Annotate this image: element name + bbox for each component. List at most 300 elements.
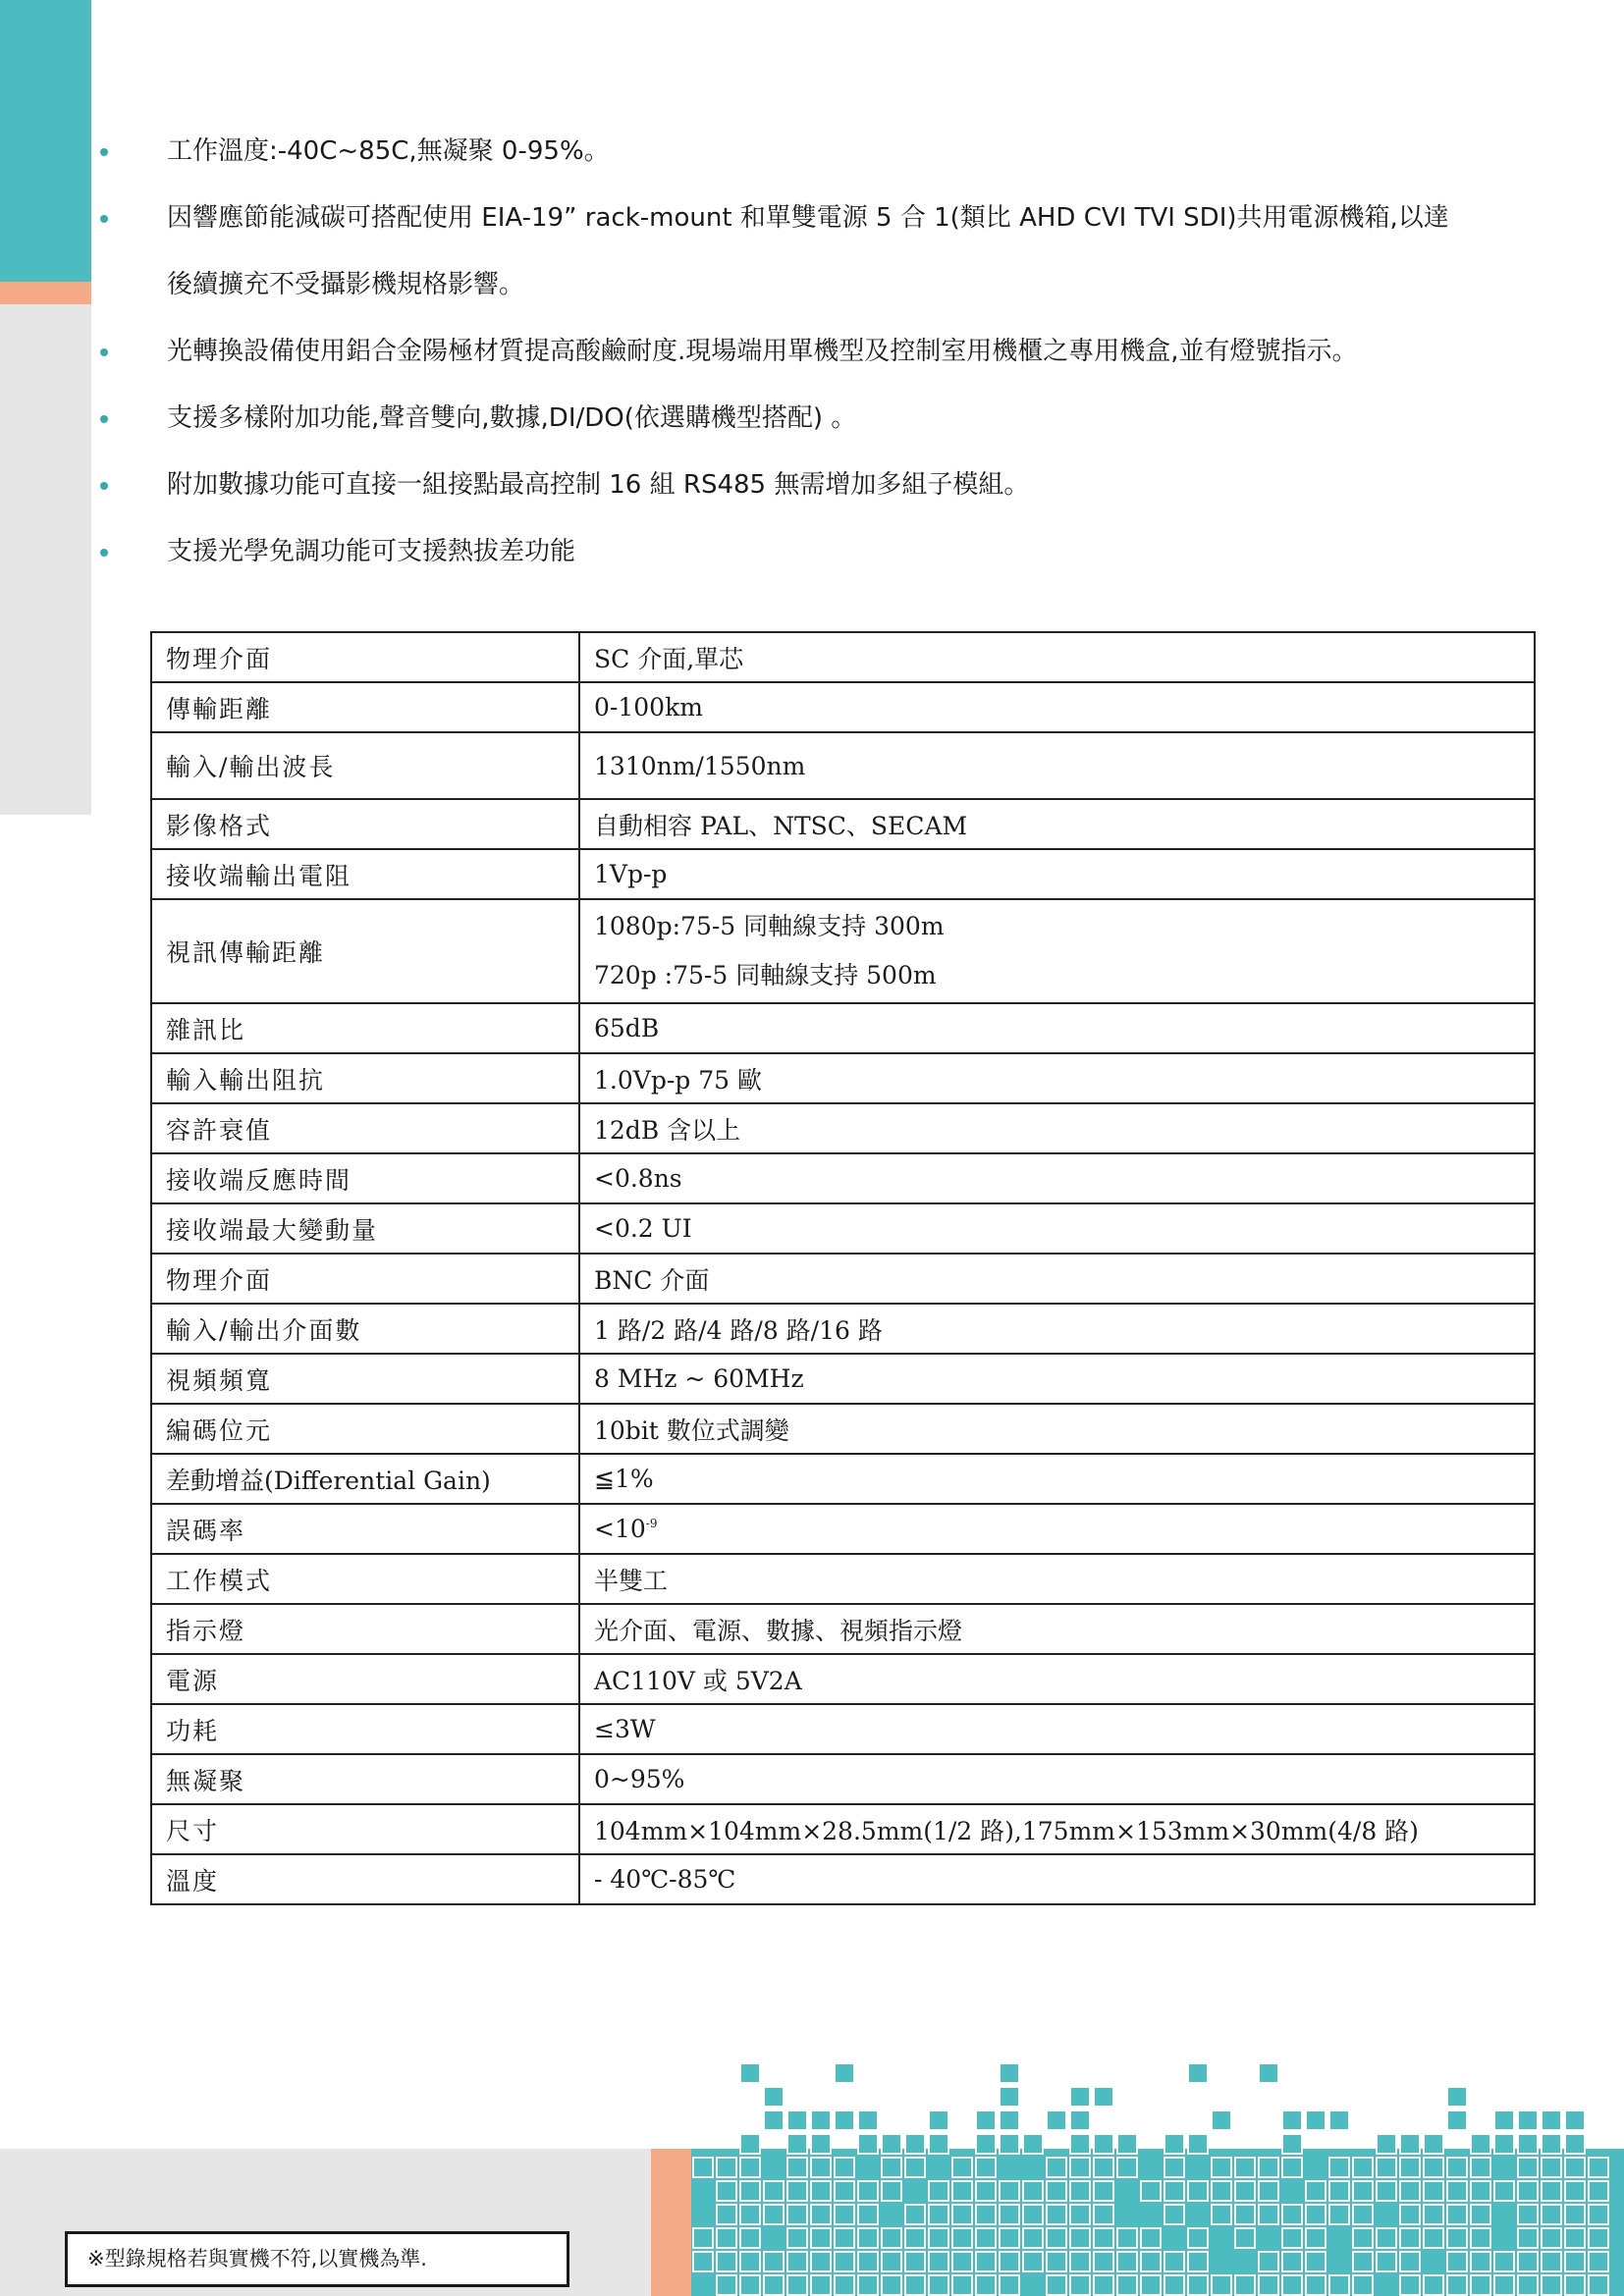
pixel-square bbox=[929, 2275, 948, 2295]
pixel-square bbox=[1188, 2134, 1208, 2154]
pixel-square bbox=[1542, 2134, 1561, 2154]
pixel-square bbox=[1542, 2228, 1561, 2248]
pixel-square bbox=[1141, 2275, 1161, 2295]
pixel-square bbox=[1494, 2252, 1514, 2271]
pixel-square bbox=[1494, 2110, 1514, 2130]
pixel-square bbox=[1377, 2252, 1396, 2271]
pixel-square bbox=[717, 2252, 736, 2271]
pixel-square bbox=[1000, 2275, 1019, 2295]
pixel-square bbox=[976, 2134, 996, 2154]
pixel-square bbox=[1353, 2158, 1373, 2177]
pixel-square bbox=[1235, 2228, 1255, 2248]
pixel-square bbox=[1070, 2181, 1090, 2201]
pixel-square bbox=[858, 2181, 878, 2201]
pixel-square bbox=[1565, 2275, 1585, 2295]
pixel-square bbox=[1047, 2158, 1066, 2177]
spec-value bbox=[579, 1504, 1535, 1554]
pixel-square bbox=[1094, 2228, 1113, 2248]
pixel-square bbox=[858, 2275, 878, 2295]
pixel-square bbox=[693, 2228, 713, 2248]
bullet-icon bbox=[100, 148, 108, 156]
table-row bbox=[151, 1153, 1535, 1203]
pixel-square bbox=[1329, 2158, 1349, 2177]
pixel-square bbox=[1094, 2158, 1113, 2177]
pixel-square bbox=[952, 2205, 972, 2224]
feature-list bbox=[96, 118, 1530, 585]
pixel-square bbox=[764, 2181, 784, 2201]
pixel-square bbox=[1329, 2181, 1349, 2201]
pixel-square bbox=[976, 2275, 996, 2295]
pixel-square bbox=[1094, 2087, 1113, 2107]
pixel-square bbox=[1259, 2205, 1278, 2224]
pixel-square bbox=[1164, 2181, 1184, 2201]
pixel-square bbox=[1306, 2110, 1326, 2130]
spec-key: 接收端輸出電阻 bbox=[151, 849, 579, 899]
pixel-square bbox=[1542, 2181, 1561, 2201]
pixel-square bbox=[787, 2205, 807, 2224]
spec-value-exponent: -9 bbox=[645, 1517, 658, 1530]
list-item: 支援多樣附加功能,聲音雙向,數據,DI/DO(依選購機型搭配) 。 bbox=[96, 385, 1530, 452]
pixel-square bbox=[1188, 2063, 1208, 2083]
pixel-square bbox=[811, 2158, 831, 2177]
pixel-square bbox=[1306, 2252, 1326, 2271]
pixel-square bbox=[717, 2181, 736, 2201]
pixel-square bbox=[1164, 2205, 1184, 2224]
pixel-square bbox=[1377, 2134, 1396, 2154]
list-item: 支援光學免調功能可支援熱拔差功能 bbox=[96, 518, 1530, 585]
pixel-square bbox=[1164, 2252, 1184, 2271]
pixel-square bbox=[858, 2252, 878, 2271]
pixel-square bbox=[858, 2110, 878, 2130]
pixel-square bbox=[1400, 2252, 1420, 2271]
pixel-square bbox=[787, 2134, 807, 2154]
pixel-square bbox=[1542, 2275, 1561, 2295]
table-row bbox=[151, 1254, 1535, 1304]
pixel-square bbox=[1094, 2275, 1113, 2295]
pixel-square bbox=[1518, 2110, 1538, 2130]
pixel-square bbox=[1282, 2252, 1302, 2271]
pixel-square bbox=[905, 2228, 925, 2248]
pixel-square bbox=[1353, 2205, 1373, 2224]
pixel-square bbox=[1329, 2275, 1349, 2295]
pixel-square bbox=[717, 2205, 736, 2224]
pixel-square bbox=[1188, 2252, 1208, 2271]
pixel-square bbox=[1000, 2252, 1019, 2271]
spec-table bbox=[150, 631, 1536, 1905]
pixel-square bbox=[811, 2275, 831, 2295]
pixel-square bbox=[1518, 2158, 1538, 2177]
spec-value: 12dB 含以上 bbox=[579, 1103, 1535, 1153]
pixel-square bbox=[1542, 2205, 1561, 2224]
table-row bbox=[151, 899, 1535, 1003]
spec-key: 物理介面 bbox=[151, 632, 579, 682]
pixel-square bbox=[1000, 2134, 1019, 2154]
pixel-square bbox=[1070, 2087, 1090, 2107]
pixel-square bbox=[740, 2275, 760, 2295]
pixel-square bbox=[1117, 2228, 1137, 2248]
bullet-icon bbox=[100, 482, 108, 490]
table-row bbox=[151, 1504, 1535, 1554]
spec-value: BNC 介面 bbox=[579, 1254, 1535, 1304]
pixel-square bbox=[882, 2181, 901, 2201]
pixel-square bbox=[1329, 2110, 1349, 2130]
spec-value-line: 1080p:75-5 同軸線支持 300m bbox=[594, 912, 945, 940]
spec-value: ≤3W bbox=[579, 1704, 1535, 1754]
pixel-square bbox=[1353, 2252, 1373, 2271]
pixel-square bbox=[1047, 2110, 1066, 2130]
pixel-square bbox=[1259, 2252, 1278, 2271]
spec-key: 輸入/輸出波長 bbox=[151, 732, 579, 799]
pixel-square bbox=[1070, 2205, 1090, 2224]
spec-value: SC 介面,單芯 bbox=[579, 632, 1535, 682]
pixel-square bbox=[1000, 2110, 1019, 2130]
pixel-square bbox=[740, 2228, 760, 2248]
pixel-square bbox=[1447, 2275, 1467, 2295]
pixel-square bbox=[1518, 2181, 1538, 2201]
pixel-square bbox=[811, 2205, 831, 2224]
spec-key: 尺寸 bbox=[151, 1804, 579, 1854]
pixel-square bbox=[1306, 2205, 1326, 2224]
pixel-square bbox=[811, 2181, 831, 2201]
table-row bbox=[151, 1003, 1535, 1053]
spec-value: 1Vp-p bbox=[579, 849, 1535, 899]
pixel-square bbox=[1589, 2181, 1608, 2201]
pixel-square bbox=[1471, 2275, 1490, 2295]
pixel-square bbox=[1518, 2228, 1538, 2248]
pixel-square bbox=[787, 2181, 807, 2201]
pixel-square bbox=[929, 2205, 948, 2224]
pixel-square bbox=[1353, 2181, 1373, 2201]
pixel-square bbox=[1447, 2228, 1467, 2248]
spec-key: 編碼位元 bbox=[151, 1404, 579, 1454]
pixel-square bbox=[693, 2158, 713, 2177]
pixel-square bbox=[1447, 2158, 1467, 2177]
bullet-icon bbox=[100, 549, 108, 557]
side-grey-bar bbox=[0, 304, 91, 815]
list-item: 工作溫度:-40C~85C,無凝聚 0-95%。 bbox=[96, 118, 1530, 185]
pixel-square bbox=[1353, 2228, 1373, 2248]
pixel-square bbox=[952, 2228, 972, 2248]
spec-value: 8 MHz ~ 60MHz bbox=[579, 1354, 1535, 1404]
pixel-square bbox=[787, 2275, 807, 2295]
pixel-square bbox=[1565, 2158, 1585, 2177]
pixel-square bbox=[717, 2228, 736, 2248]
table-row bbox=[151, 1804, 1535, 1854]
pixel-square bbox=[764, 2205, 784, 2224]
pixel-square bbox=[787, 2110, 807, 2130]
pixel-square bbox=[1000, 2063, 1019, 2083]
pixel-square bbox=[1589, 2205, 1608, 2224]
pixel-square bbox=[1212, 2158, 1231, 2177]
spec-key: 容許衰值 bbox=[151, 1103, 579, 1153]
spec-value-base: <10 bbox=[594, 1515, 646, 1543]
pixel-square bbox=[835, 2205, 854, 2224]
pixel-square bbox=[1306, 2228, 1326, 2248]
pixel-square bbox=[905, 2275, 925, 2295]
pixel-square bbox=[1471, 2252, 1490, 2271]
pixel-square bbox=[905, 2252, 925, 2271]
spec-value: 65dB bbox=[579, 1003, 1535, 1053]
pixel-square bbox=[1542, 2110, 1561, 2130]
pixel-square bbox=[1235, 2158, 1255, 2177]
pixel-square bbox=[905, 2158, 925, 2177]
pixel-square bbox=[1400, 2228, 1420, 2248]
pixel-square bbox=[1424, 2158, 1443, 2177]
pixel-square bbox=[764, 2110, 784, 2130]
pixel-square bbox=[929, 2228, 948, 2248]
bullet-icon bbox=[100, 348, 108, 356]
table-row bbox=[151, 1454, 1535, 1504]
pixel-square bbox=[835, 2181, 854, 2201]
pixel-square bbox=[905, 2205, 925, 2224]
spec-value: <0.8ns bbox=[579, 1153, 1535, 1203]
bullet-icon bbox=[100, 415, 108, 423]
pixel-square bbox=[1235, 2275, 1255, 2295]
pixel-square bbox=[764, 2087, 784, 2107]
table-row bbox=[151, 682, 1535, 732]
pixel-square bbox=[952, 2158, 972, 2177]
pixel-square bbox=[1329, 2205, 1349, 2224]
pixel-square bbox=[835, 2252, 854, 2271]
pixel-square bbox=[1447, 2252, 1467, 2271]
pixel-square bbox=[1212, 2110, 1231, 2130]
pixel-square bbox=[1589, 2252, 1608, 2271]
pixel-square bbox=[976, 2158, 996, 2177]
pixel-square bbox=[1565, 2134, 1585, 2154]
pixel-square bbox=[811, 2110, 831, 2130]
spec-key: 接收端反應時間 bbox=[151, 1153, 579, 1203]
table-row bbox=[151, 1854, 1535, 1904]
pixel-square bbox=[1047, 2275, 1066, 2295]
pixel-square bbox=[1141, 2181, 1161, 2201]
pixel-square bbox=[1377, 2181, 1396, 2201]
spec-value-line: 720p :75-5 同軸線支持 500m bbox=[594, 961, 937, 989]
pixel-square bbox=[1047, 2252, 1066, 2271]
pixel-square bbox=[1188, 2181, 1208, 2201]
spec-key: 影像格式 bbox=[151, 799, 579, 849]
pixel-square bbox=[1117, 2252, 1137, 2271]
spec-key: 電源 bbox=[151, 1654, 579, 1704]
pixel-square bbox=[976, 2252, 996, 2271]
pixel-square bbox=[929, 2181, 948, 2201]
table-row bbox=[151, 1604, 1535, 1654]
pixel-square bbox=[1259, 2158, 1278, 2177]
pixel-square bbox=[787, 2228, 807, 2248]
pixel-square bbox=[1259, 2181, 1278, 2201]
spec-value: 光介面、電源、數據、視頻指示燈 bbox=[579, 1604, 1535, 1654]
spec-key: 工作模式 bbox=[151, 1554, 579, 1604]
pixel-square bbox=[1094, 2205, 1113, 2224]
pixel-square bbox=[1094, 2181, 1113, 2201]
pixel-square bbox=[1070, 2110, 1090, 2130]
pixel-square bbox=[858, 2205, 878, 2224]
pixel-square bbox=[740, 2205, 760, 2224]
table-row bbox=[151, 732, 1535, 799]
pixel-square bbox=[1047, 2228, 1066, 2248]
spec-value: <0.2 UI bbox=[579, 1203, 1535, 1254]
pixel-square bbox=[858, 2228, 878, 2248]
pixel-square bbox=[811, 2228, 831, 2248]
disclaimer-note: ※型錄規格若與實機不符,以實機為準. bbox=[65, 2231, 569, 2287]
pixel-square bbox=[1164, 2275, 1184, 2295]
pixel-square bbox=[1117, 2134, 1137, 2154]
pixel-square bbox=[882, 2134, 901, 2154]
pixel-square bbox=[1589, 2275, 1608, 2295]
pixel-square bbox=[976, 2228, 996, 2248]
pixel-square bbox=[835, 2275, 854, 2295]
pixel-square bbox=[1000, 2205, 1019, 2224]
pixel-square bbox=[1282, 2158, 1302, 2177]
table-row bbox=[151, 632, 1535, 682]
table-row bbox=[151, 1754, 1535, 1804]
pixel-square bbox=[1518, 2205, 1538, 2224]
pixel-square bbox=[811, 2134, 831, 2154]
pixel-square bbox=[1023, 2134, 1043, 2154]
spec-value: 0-100km bbox=[579, 682, 1535, 732]
pixel-square bbox=[1565, 2110, 1585, 2130]
pixel-square bbox=[1259, 2275, 1278, 2295]
pixel-square bbox=[1047, 2205, 1066, 2224]
pixel-square bbox=[1259, 2063, 1278, 2083]
pixel-square bbox=[952, 2275, 972, 2295]
pixel-square bbox=[835, 2158, 854, 2177]
pixel-square bbox=[764, 2275, 784, 2295]
pixel-square bbox=[882, 2158, 901, 2177]
pixel-square bbox=[976, 2205, 996, 2224]
pixel-square bbox=[1023, 2205, 1043, 2224]
pixel-square bbox=[1164, 2134, 1184, 2154]
pixel-square bbox=[1164, 2158, 1184, 2177]
spec-value: ≦1% bbox=[579, 1454, 1535, 1504]
pixel-square bbox=[976, 2110, 996, 2130]
spec-key: 視頻頻寬 bbox=[151, 1354, 579, 1404]
pixel-square bbox=[1400, 2181, 1420, 2201]
pixel-square bbox=[1565, 2205, 1585, 2224]
pixel-square bbox=[787, 2252, 807, 2271]
list-item: 附加數據功能可直接一組接點最高控制 16 組 RS485 無需增加多組子模組。 bbox=[96, 452, 1530, 518]
spec-key: 接收端最大變動量 bbox=[151, 1203, 579, 1254]
pixel-square bbox=[835, 2228, 854, 2248]
pixel-square bbox=[929, 2110, 948, 2130]
pixel-square bbox=[976, 2181, 996, 2201]
pixel-square bbox=[1377, 2228, 1396, 2248]
spec-key: 雜訊比 bbox=[151, 1003, 579, 1053]
pixel-square bbox=[1400, 2134, 1420, 2154]
side-teal-bar bbox=[0, 0, 91, 282]
pixel-square bbox=[1400, 2275, 1420, 2295]
spec-key: 視訊傳輸距離 bbox=[151, 899, 579, 1003]
pixel-square bbox=[1141, 2252, 1161, 2271]
pixel-square bbox=[1518, 2252, 1538, 2271]
pixel-square bbox=[835, 2063, 854, 2083]
pixel-square bbox=[1070, 2228, 1090, 2248]
spec-value: 1.0Vp-p 75 歐 bbox=[579, 1053, 1535, 1103]
pixel-square bbox=[1518, 2275, 1538, 2295]
spec-key: 輸入/輸出介面數 bbox=[151, 1304, 579, 1354]
pixel-square bbox=[952, 2252, 972, 2271]
pixel-square bbox=[1047, 2181, 1066, 2201]
pixel-square bbox=[1141, 2228, 1161, 2248]
table-row bbox=[151, 799, 1535, 849]
pixel-square bbox=[1235, 2181, 1255, 2201]
pixel-square bbox=[1353, 2275, 1373, 2295]
pixel-square bbox=[1023, 2228, 1043, 2248]
pixel-square bbox=[1542, 2252, 1561, 2271]
spec-key: 差動增益(Differential Gain) bbox=[151, 1454, 579, 1504]
pixel-square bbox=[1447, 2087, 1467, 2107]
side-peach-bar bbox=[0, 282, 91, 304]
pixel-square bbox=[905, 2134, 925, 2154]
pixel-square bbox=[1070, 2134, 1090, 2154]
pixel-square bbox=[1424, 2275, 1443, 2295]
pixel-square bbox=[952, 2181, 972, 2201]
table-row bbox=[151, 1103, 1535, 1153]
pixel-square bbox=[764, 2252, 784, 2271]
pixel-square bbox=[1282, 2228, 1302, 2248]
spec-value: 104mm×104mm×28.5mm(1/2 路),175mm×153mm×30mm(4/8 路) bbox=[579, 1804, 1535, 1854]
pixel-square bbox=[1424, 2205, 1443, 2224]
spec-value: 10bit 數位式調變 bbox=[579, 1404, 1535, 1454]
bullet-icon bbox=[100, 215, 108, 223]
pixel-square bbox=[1212, 2205, 1231, 2224]
pixel-square bbox=[1565, 2228, 1585, 2248]
spec-key: 物理介面 bbox=[151, 1254, 579, 1304]
spec-value: - 40℃-85℃ bbox=[579, 1854, 1535, 1904]
pixel-square bbox=[1542, 2158, 1561, 2177]
pixel-square bbox=[1282, 2205, 1302, 2224]
pixel-square bbox=[1117, 2275, 1137, 2295]
pixel-square bbox=[1306, 2181, 1326, 2201]
table-row bbox=[151, 1554, 1535, 1604]
pixel-square bbox=[811, 2252, 831, 2271]
pixel-square bbox=[1518, 2134, 1538, 2154]
pixel-pattern-decoration bbox=[691, 2061, 1624, 2296]
pixel-square bbox=[1070, 2252, 1090, 2271]
pixel-square bbox=[1212, 2275, 1231, 2295]
spec-value: AC110V 或 5V2A bbox=[579, 1654, 1535, 1704]
pixel-square bbox=[1282, 2110, 1302, 2130]
pixel-square bbox=[1447, 2110, 1467, 2130]
spec-key: 傳輸距離 bbox=[151, 682, 579, 732]
table-row bbox=[151, 1053, 1535, 1103]
pixel-square bbox=[882, 2228, 901, 2248]
pixel-square bbox=[693, 2252, 713, 2271]
pixel-square bbox=[929, 2252, 948, 2271]
pixel-square bbox=[1565, 2252, 1585, 2271]
pixel-square bbox=[1094, 2134, 1113, 2154]
pixel-square bbox=[929, 2134, 948, 2154]
pixel-square bbox=[1094, 2252, 1113, 2271]
pixel-square bbox=[740, 2252, 760, 2271]
pixel-square bbox=[1000, 2228, 1019, 2248]
spec-key: 輸入輸出阻抗 bbox=[151, 1053, 579, 1103]
pixel-square bbox=[882, 2252, 901, 2271]
spec-value bbox=[579, 899, 1535, 1003]
pixel-square bbox=[1471, 2181, 1490, 2201]
table-row bbox=[151, 1704, 1535, 1754]
pixel-square bbox=[1471, 2134, 1490, 2154]
table-row bbox=[151, 1654, 1535, 1704]
pixel-square bbox=[1565, 2181, 1585, 2201]
pixel-square bbox=[717, 2275, 736, 2295]
pixel-square bbox=[1212, 2181, 1231, 2201]
pixel-square bbox=[1589, 2158, 1608, 2177]
pixel-square bbox=[717, 2158, 736, 2177]
pixel-square bbox=[1000, 2181, 1019, 2201]
pixel-square bbox=[1424, 2228, 1443, 2248]
pixel-square bbox=[1235, 2205, 1255, 2224]
list-item-continuation: 後續擴充不受攝影機規格影響。 bbox=[167, 270, 525, 299]
